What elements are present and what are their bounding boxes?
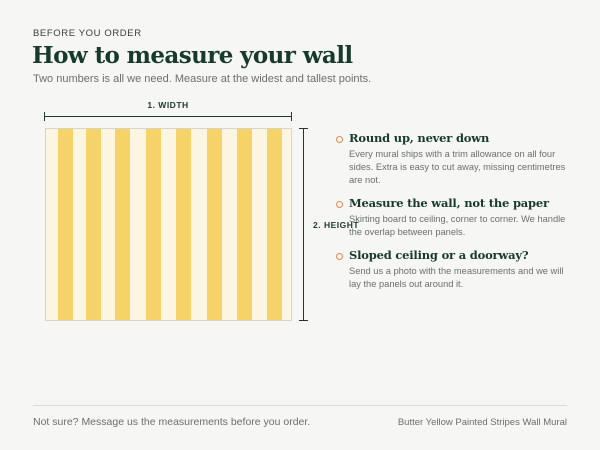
- width-line: [44, 116, 292, 117]
- mural-stripe: [115, 129, 130, 320]
- mural-stripe: [237, 129, 252, 320]
- wall-mural-preview: [45, 128, 292, 321]
- tip-body: Skirting board to ceiling, corner to corner. We handle the overlap between panels.: [349, 214, 566, 237]
- mural-stripe: [176, 129, 191, 320]
- tip-body: Send us a photo with the measurements and we will lay the panels out around it.: [349, 266, 564, 289]
- height-label: 2. HEIGHT: [313, 220, 360, 230]
- height-cap-top: [299, 128, 308, 129]
- tip-bullet-icon: [336, 136, 343, 143]
- page-title: How to measure your wall: [32, 42, 353, 69]
- page-subtitle: Two numbers is all we need. Measure at the widest and tallest points.: [33, 73, 372, 85]
- footer-help-text: Not sure? Message us the measurements before you order.: [33, 416, 311, 428]
- tip-title: Sloped ceiling or a doorway?: [349, 248, 529, 262]
- footer-divider: [33, 405, 567, 406]
- height-cap-bottom: [299, 320, 308, 321]
- tip-title: Measure the wall, not the paper: [349, 196, 549, 210]
- mural-stripe: [267, 129, 282, 320]
- width-label: 1. WIDTH: [147, 100, 189, 110]
- width-dimension: [44, 100, 292, 114]
- tip-sloped-ceiling: [336, 248, 572, 291]
- tip-bullet-icon: [336, 201, 343, 208]
- width-cap-right: [291, 112, 292, 121]
- tip-measure-wall: [336, 196, 572, 239]
- tip-title: Round up, never down: [349, 131, 490, 145]
- tip-bullet-icon: [336, 253, 343, 260]
- mural-stripe: [207, 129, 222, 320]
- product-name: Butter Yellow Painted Stripes Wall Mural: [397, 417, 567, 428]
- mural-stripe: [86, 129, 101, 320]
- mural-stripe: [58, 129, 73, 320]
- height-line: [303, 128, 304, 321]
- width-cap-left: [44, 112, 45, 121]
- eyebrow-label: BEFORE YOU ORDER: [33, 28, 142, 39]
- mural-stripe: [146, 129, 161, 320]
- tip-round-up: [336, 131, 572, 187]
- tip-body: Every mural ships with a trim allowance on all four sides. Extra is easy to cut away, missing centimetres are not.: [349, 149, 566, 185]
